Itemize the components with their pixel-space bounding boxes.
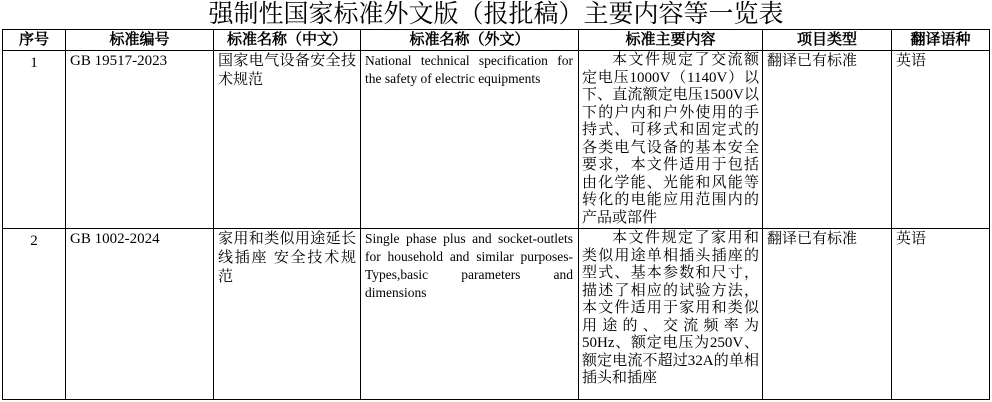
column-header-name-cn: 标准名称（中文）	[214, 30, 361, 51]
table-row	[3, 51, 990, 229]
cell-seq: 2	[3, 229, 66, 400]
cell-name-en: Single phase plus and socket-outlets for household and similar purposes-Types,basic parameters and dimensions	[361, 229, 579, 400]
column-header-standard-code: 标准编号	[66, 30, 214, 51]
cell-main-content	[579, 229, 763, 400]
cell-translation-language: 英语	[892, 229, 990, 400]
document-title: 强制性国家标准外文版（报批稿）主要内容等一览表	[208, 1, 784, 28]
cell-name-cn: 国家电气设备安全技术规范	[214, 51, 361, 229]
cell-seq: 1	[3, 51, 66, 229]
cell-main-content	[579, 51, 763, 229]
cell-project-type: 翻译已有标准	[763, 229, 892, 400]
cell-translation-language: 英语	[892, 51, 990, 229]
column-header-main-content: 标准主要内容	[579, 30, 763, 51]
header-row	[3, 30, 990, 51]
main-content-paragraph: 本文件规定了家用和类似用途单相插头插座的型式、基本参数和尺寸，描述了相应的试验方法，本文件适用于家用和类似用途的、交流频率为50Hz、额定电压为250V、额定电流不超过32A的单相插头和插座	[582, 230, 759, 386]
cell-name-cn: 家用和类似用途延长线插座 安全技术规范	[214, 229, 361, 400]
column-header-project-type: 项目类型	[763, 30, 892, 51]
cell-name-en: National technical specification for the safety of electric equipments	[361, 51, 579, 229]
column-header-name-en: 标准名称（外文）	[361, 30, 579, 51]
cell-standard-code: GB 1002-2024	[66, 229, 214, 400]
cell-project-type: 翻译已有标准	[763, 51, 892, 229]
cell-standard-code: GB 19517-2023	[66, 51, 214, 229]
column-header-seq: 序号	[3, 30, 66, 51]
main-content-paragraph: 本文件规定了交流额定电压1000V（1140V）以下、直流额定电压1500V以下的户内和户外使用的手持式、可移式和固定式的各类电气设备的基本安全要求，本文件适用于包括由化学能、光能和风能等转化的电能应用范围内的产品或部件	[582, 52, 759, 226]
standards-table	[2, 29, 990, 400]
column-header-translation-language: 翻译语种	[892, 30, 990, 51]
table-row	[3, 229, 990, 400]
